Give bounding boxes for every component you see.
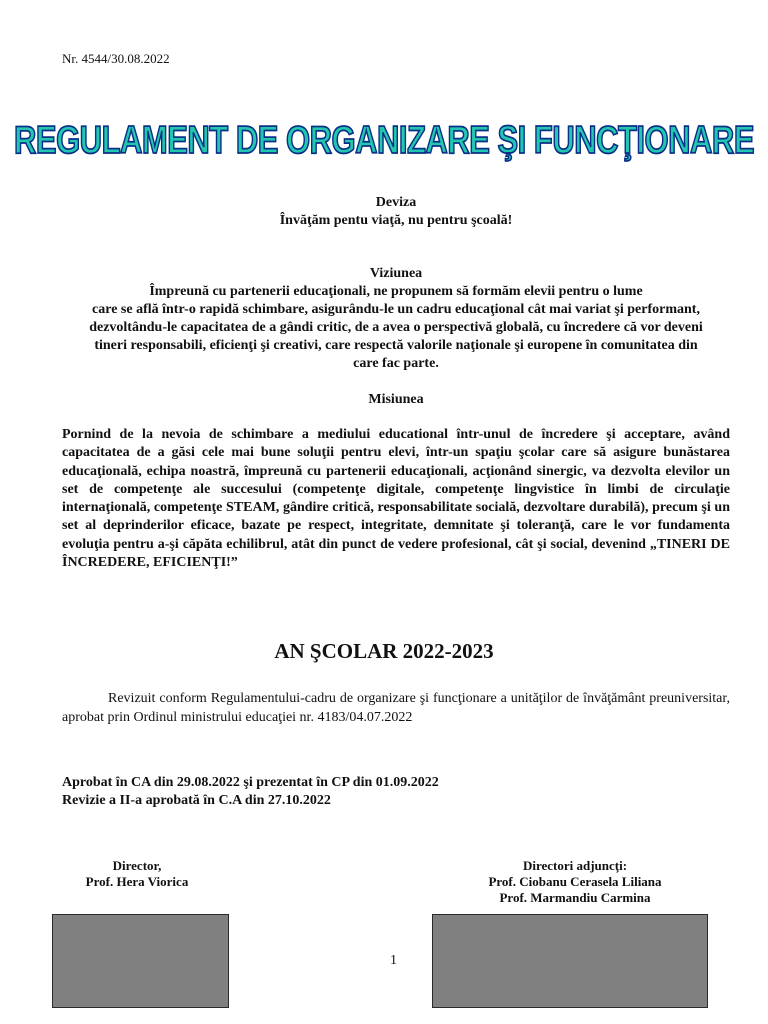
deputy-directors-role: Directori adjuncţi: (522, 858, 628, 873)
deputy-directors-block (440, 858, 710, 906)
approval-block (62, 774, 730, 810)
director-name: Prof. Hera Viorica (85, 874, 189, 889)
director-signature-block (62, 858, 212, 890)
revision-line: Revizie a II-a aprobată în C.A din 27.10.2022 (62, 793, 331, 808)
deviza-text: Învăţăm pentu viaţă, nu pentru şcoală! (279, 213, 513, 228)
viziunea-line: Împreună cu partenerii educaţionali, ne propunem să formăm elevii pentru o lume (149, 284, 643, 299)
director-role: Director, (112, 858, 162, 873)
revision-note: Revizuit conform Regulamentului-cadru de organizare şi funcţionare a unităţilor de învăţământ preuniversitar, aprobat prin Ordinul ministrului educaţiei nr. 4183/04.07.2022 (62, 691, 730, 725)
document-number: Nr. 4544/30.08.2022 (62, 51, 170, 66)
page-number: 1 (390, 953, 397, 968)
deviza-section (62, 194, 730, 230)
school-year-heading: AN ŞCOLAR 2022-2023 (274, 639, 494, 663)
viziunea-title: Viziunea (369, 266, 423, 281)
misiunea-text: Pornind de la nevoia de schimbare a mediului educational într-unul de încredere şi acceptare, având capacitatea de a găsi cele mai bune soluţii pentru elevi, într-un spaţiu şcolar care să asigure bunăstarea educaţională, echipa noastră, împreună cu partenerii educaţionali, acţionând sinergic, va dezvolta elevilor un set de competenţe ale succesului (competenţe digitale, competenţe lingvistice în limbi de circulaţie internaţională, competenţe STEAM, gândire critică, responsabilitate socială, dezvoltare durabilă), precum şi un set al deprinderilor eficace, bazate pe respect, integritate, demnitate şi toleranţă, care le vor fundamenta evoluţia pentru a-şi căpăta echilibrul, atât din punct de vedere profesional, cât şi social, devenind „TINERI DE ÎNCREDERE, EFICIENŢI!” (62, 427, 730, 571)
viziunea-line: care se află într-o rapidă schimbare, asigurându-le un cadru educaţional cât mai variat şi performant, (92, 302, 700, 317)
viziunea-line: care fac parte. (353, 356, 439, 371)
deputy-director-name: Prof. Marmandiu Carmina (499, 890, 651, 905)
viziunea-line: tineri responsabili, eficienţi şi creativi, care respectă valorile naţionale şi europene în comunitatea din (94, 338, 698, 353)
viziunea-section (62, 265, 730, 373)
deputy-director-name: Prof. Ciobanu Cerasela Liliana (488, 874, 662, 889)
redacted-signature-box (432, 914, 708, 1008)
deviza-title: Deviza (375, 195, 417, 210)
redacted-signature-box (52, 914, 229, 1008)
viziunea-line: dezvoltându-le capacitatea de a gândi critic, de a avea o perspectivă globală, cu încredere că vor deveni (89, 320, 703, 335)
misiunea-title: Misiunea (368, 392, 424, 407)
approval-line: Aprobat în CA din 29.08.2022 şi prezentat în CP din 01.09.2022 (62, 775, 439, 790)
main-title: REGULAMENT DE ORGANIZARE ŞI FUNCŢIONARE (14, 118, 754, 162)
